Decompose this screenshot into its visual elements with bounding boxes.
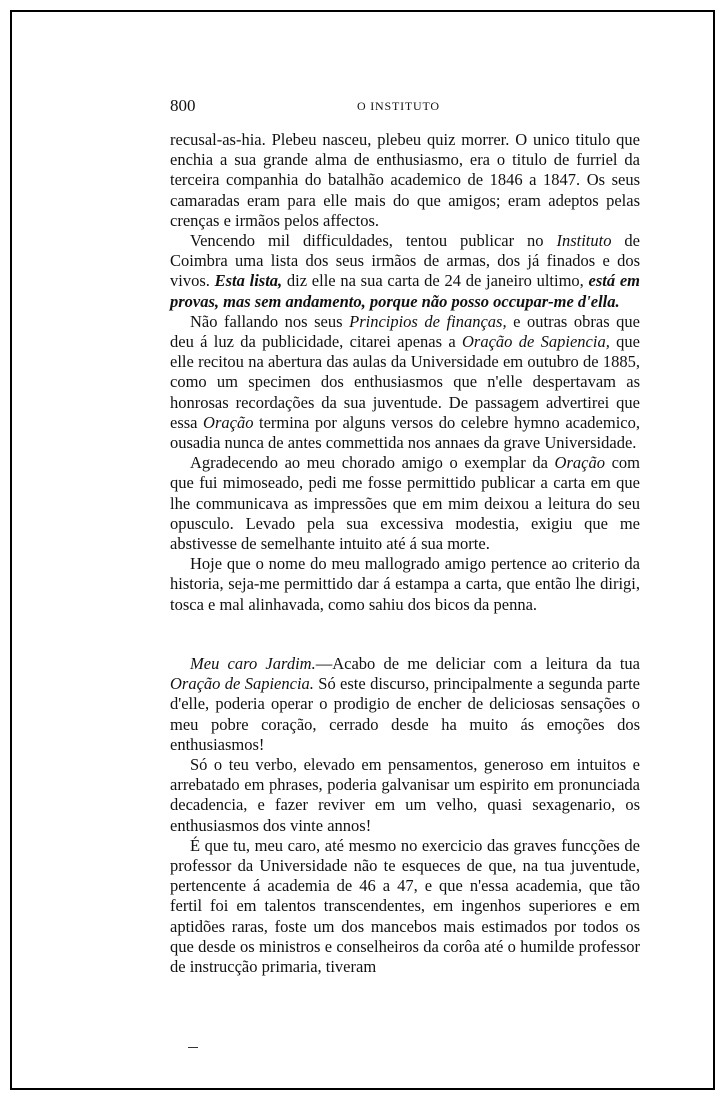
work-title: Oração: [203, 412, 254, 432]
work-title: Oração de Sapiencia.: [170, 674, 314, 694]
paragraph-5: Hoje que o nome do meu mallogrado amigo pertence ao criterio da historia, seja-me permittido dar á estampa a carta, que então lhe dirigi, tosca e mal alinhavada, como sahiu dos bicos da penna.: [170, 554, 640, 614]
paragraph-4: Agradecendo ao meu chorado amigo o exemplar da Oração com que fui mimoseado, pedi me fosse permittido publicar a carta em que lhe communicava as impressões que em mim deixou a leitura do seu opusculo. Levado pela sua excessiva modestia, exigiu que me abstivesse de semelhante intuito até á sua morte.: [170, 453, 640, 554]
work-title: Oração de Sapiencia,: [462, 332, 610, 352]
paragraph-3: Não fallando nos seus Principios de finanças, e outras obras que deu á luz da publicidade, citarei apenas a Oração de Sapiencia, que elle recitou na abertura das aulas da Universidade em outubro de 1885, como um specimen dos enthusiasmos que n'elle despertavam as honrosas recordações da sua juventude. De passagem advertirei que essa Oração termina por alguns versos do celebre hymno academico, ousadia nunca de antes commettida nos annaes da grave Universidade.: [170, 311, 641, 453]
running-head: O INSTITUTO: [357, 99, 440, 113]
paragraph-1: recusal-as-hia. Plebeu nasceu, plebeu quiz morrer. O unico titulo que enchia a sua grande alma de enthusiasmo, era o titulo de furriel da terceira companhia do batalhão academico de 1846 a 1847. Os seus camaradas eram para elle mais do que amigos; eram adeptos pelas crenças e irmãos pelos affectos.: [170, 130, 640, 230]
page: [10, 10, 715, 1090]
letter-paragraph-1: Meu caro Jardim.—Acabo de me deliciar com a leitura da tua Oração de Sapiencia. Só este discurso, principalmente a segunda parte d'elle, poderia operar o prodigio de encher de deliciosas sensações o meu pobre coração, cerrado desde ha muito ás emoções dos enthusiasmos!: [170, 654, 640, 754]
letter-paragraph-3: É que tu, meu caro, até mesmo no exercicio das graves funcções de professor da Universidade não te esqueces de que, na tua juventude, pertencente á academia de 46 a 47, e que n'essa academia, que tão fertil foi em talentos transcendentes, em ingenhos superiores e em aptidões raras, foste um dos mancebos mais estimados por todos os que desde os ministros e conselheiros da corôa até o humilde professor de instrucção primaria, tiveram: [170, 835, 640, 977]
salutation: Meu caro Jardim.: [190, 654, 316, 673]
footer-mark: [188, 1047, 198, 1048]
letter-paragraph-2: Só o teu verbo, elevado em pensamentos, generoso em intuitos e arrebatado em phrases, poderia galvanisar um espirito em pronunciada decadencia, e fazer reviver em um velho, quasi sexagenario, os enthusiasmos dos vinte annos!: [170, 755, 640, 835]
letter-text: [170, 654, 640, 977]
paragraph-2: Vencendo mil difficuldades, tentou publicar no Instituto de Coimbra uma lista dos seus irmãos de armas, dos já finados e dos vivos. Esta lista, diz elle na sua carta de 24 de janeiro ultimo, está em provas, mas sem andamento, porque não posso occupar-me d'ella.: [170, 231, 640, 311]
quote-end: está em provas, mas sem andamento, porque não posso occupar-me d'ella.: [170, 271, 640, 311]
body-text: [170, 130, 640, 615]
page-number: 800: [170, 96, 196, 115]
journal-title: Instituto: [556, 231, 612, 251]
work-title: Oração: [554, 453, 605, 473]
quote-start: Esta lista,: [214, 271, 283, 291]
page-header: [162, 96, 613, 118]
work-title: Principios de finanças,: [349, 311, 507, 331]
